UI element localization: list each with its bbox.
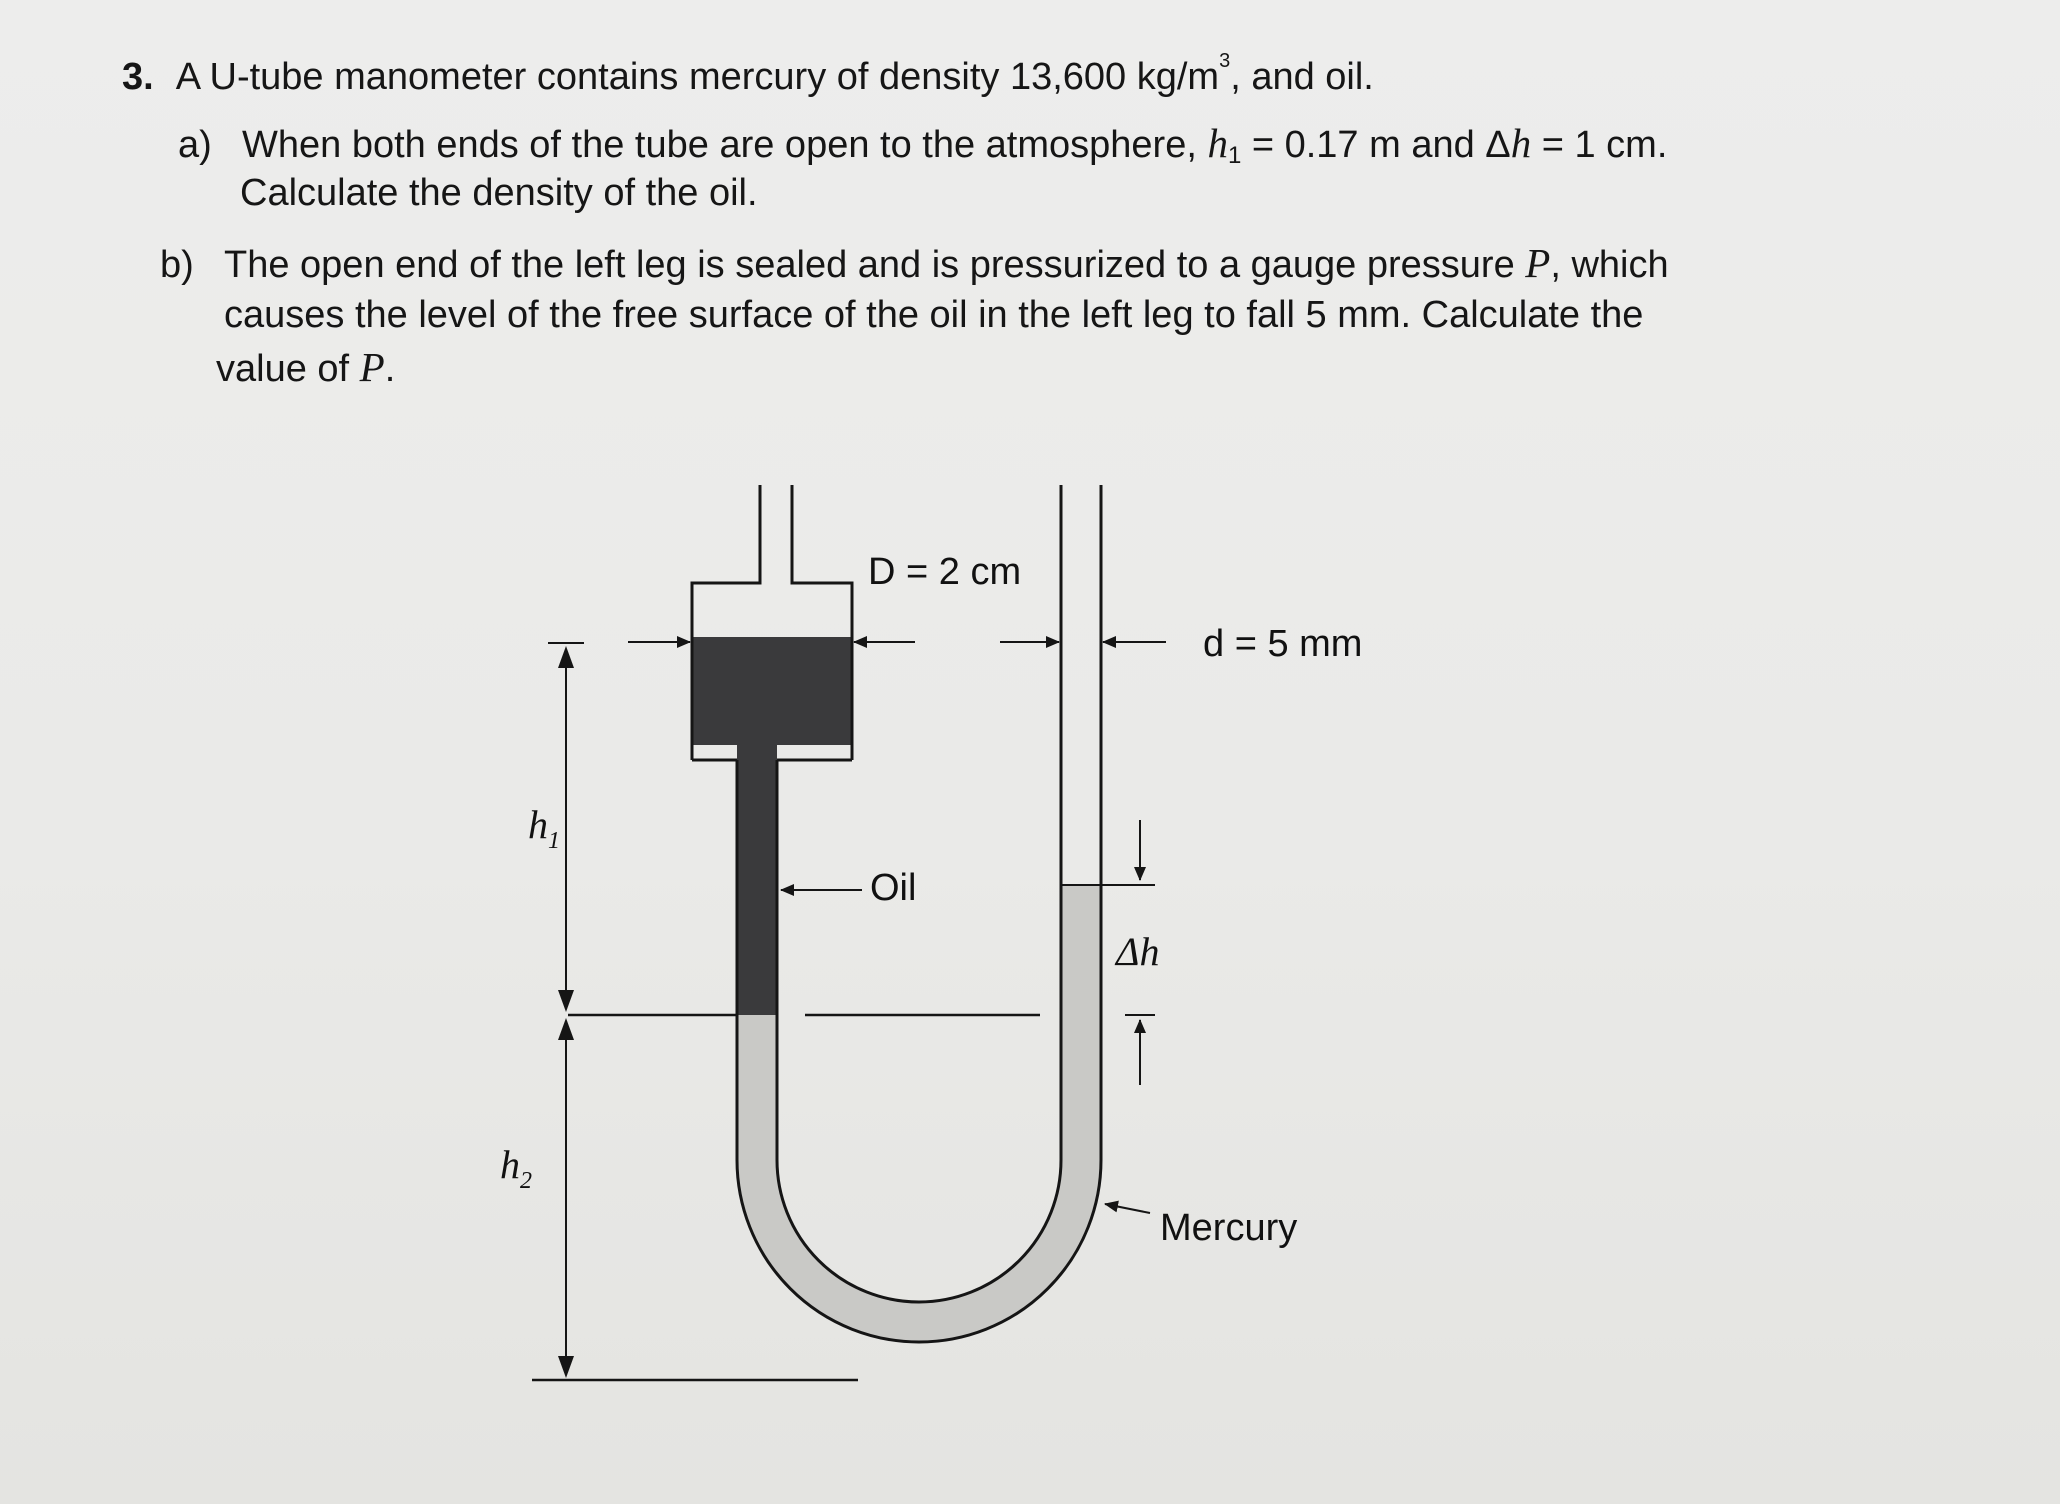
h1-arrow-bottom [558, 990, 574, 1012]
part-b-text-end: , which [1550, 244, 1669, 286]
delta-h-label: Δh [1116, 929, 1160, 974]
mercury-label: Mercury [1160, 1207, 1298, 1249]
h2-arrow-bottom [558, 1356, 574, 1378]
part-b-line-3-end: . [384, 348, 396, 390]
part-a-text-start: When both ends of the tube are open to the atmosphere, [242, 124, 1208, 166]
part-b-line-3-text: value of [216, 348, 360, 390]
part-a-text-end: = 1 cm. [1531, 124, 1668, 166]
h2-arrow-top [558, 1018, 574, 1040]
oil-label: Oil [870, 867, 917, 909]
oil-column-narrow [737, 745, 777, 1015]
oil-reservoir [692, 637, 852, 745]
problem-intro-end: , and oil. [1230, 56, 1374, 98]
density-unit-exponent: 3 [1219, 50, 1231, 72]
h2-label-letter: h [500, 1142, 520, 1187]
h1-label-subscript: 1 [548, 828, 560, 854]
mercury-pointer [1105, 1204, 1150, 1213]
h2-label [500, 1142, 532, 1194]
h1-symbol: h [1207, 120, 1228, 166]
delta-h-symbol: h [1510, 120, 1532, 166]
h1-arrow-top [558, 646, 574, 668]
part-a-label: a) [178, 124, 212, 166]
part-a-text-mid: = 0.17 m and Δ [1241, 124, 1511, 166]
small-diameter-label: d = 5 mm [1203, 623, 1363, 665]
p-symbol-2: P [359, 344, 385, 390]
big-diameter-label: D = 2 cm [868, 551, 1022, 593]
part-b-line-2: causes the level of the free surface of the oil in the left leg to fall 5 mm. Calculate the [224, 294, 1644, 336]
p-symbol: P [1525, 240, 1551, 286]
h1-label-letter: h [528, 802, 548, 847]
part-b-label: b) [160, 244, 194, 286]
h2-label-subscript: 2 [520, 1168, 532, 1194]
h1-label [528, 802, 560, 854]
part-a-line-2: Calculate the density of the oil. [240, 172, 758, 214]
part-b-text-start: The open end of the left leg is sealed and is pressurized to a gauge pressure [224, 244, 1526, 286]
problem-intro-text: A U-tube manometer contains mercury of density 13,600 kg/m [175, 56, 1220, 98]
h1-subscript: 1 [1227, 142, 1242, 169]
problem-number: 3. [122, 56, 154, 98]
mercury-column [737, 885, 1101, 1342]
